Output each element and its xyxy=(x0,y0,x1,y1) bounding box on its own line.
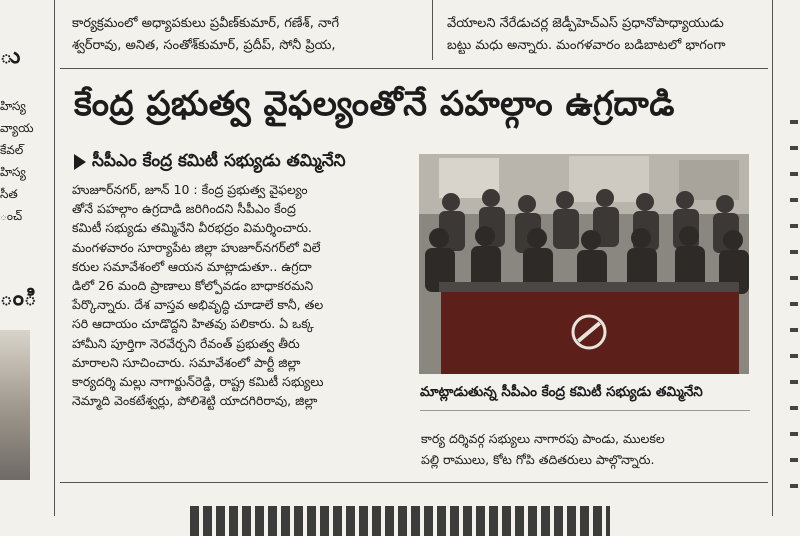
headline: కేంద్ర ప్రభుత్వ వైఫల్యంతోనే పహల్గాం ఉగ్రదాడి xyxy=(74,84,675,124)
article-continuation xyxy=(421,428,751,470)
left-edge-fragment: సీత xyxy=(0,187,18,201)
headline-rule xyxy=(60,68,768,69)
article-body xyxy=(72,180,414,410)
body-line: డిలో 26 మంది ప్రాణాలు కోల్పోవడం బాధాకరమని xyxy=(72,278,314,294)
subhead-marker-icon xyxy=(74,154,86,170)
photo-caption: మాట్లాడుతున్న సీపీఎం కేంద్ర కమిటీ సభ్యుడు తమ్మినేని xyxy=(420,384,703,400)
left-edge-fragment: కేవల్ xyxy=(0,143,24,157)
body-line: హామీని పూర్తిగా నెరవేర్చని రేవంత్ ప్రభుత్వ తీరు xyxy=(72,335,300,351)
body-line: కమిటీ సభ్యుడు తమ్మినేని వీరభద్రం విమర్శించారు. xyxy=(72,220,312,236)
left-edge-letter: ు xyxy=(0,44,21,69)
left-edge-fragment: ంచ్ xyxy=(0,209,23,223)
top-right-line-1: వేయాలని నేరేడుచర్ల జెడ్పీహెచ్ఎస్ ప్రధానోపాధ్యాయుడు xyxy=(447,16,724,31)
body-line: సరి ఆదాయం చూడొద్దని హితవు పలికారు. ఏ ఒక్క xyxy=(72,316,314,332)
bottom-rule xyxy=(60,482,768,483)
left-edge-letter: ంి xyxy=(0,286,37,311)
continuation-line: కార్య దర్శివర్గ సభ్యులు నాగారపు పాండు, ములకల xyxy=(421,431,665,446)
caption-rule xyxy=(420,410,750,411)
top-right-line-2: బట్టు మధు అన్నారు. మంగళవారం బడిబాటలో భాగంగా xyxy=(447,38,726,53)
column-divider-left xyxy=(54,0,55,516)
body-line: తోనే పహల్గాం ఉగ్రదాడి జరిగిందని సీపీఎం కేంద్ర xyxy=(72,201,296,217)
top-left-line-1: కార్యక్రమంలో అధ్యాపకులు ప్రవీణ్‌కుమార్, గణేశ్, నాగే xyxy=(72,16,340,31)
column-divider-right xyxy=(772,0,773,516)
left-edge-fragment: వ్యాయ xyxy=(0,121,34,135)
press-meet-photo xyxy=(419,154,749,374)
left-edge-fragment: హిస్య xyxy=(0,165,26,179)
subheadline: సీపీఎం కేంద్ర కమిటీ సభ్యుడు తమ్మినేని xyxy=(92,151,346,171)
left-edge-fragment: హిస్య xyxy=(0,99,26,113)
body-line: మారాలని సూచించారు. సమావేశంలో పార్టీ జిల్లా xyxy=(72,354,301,370)
right-edge-column xyxy=(790,110,798,510)
top-left-line-2: శ్వర్‌రావు, అనిత, సంతోశ్‌కుమార్, ప్రదీప్, సోనీ ప్రియ, xyxy=(72,38,336,53)
continuation-line: పల్లి రాములు, కోట గోపి తదితరులు పాల్గొన్నారు. xyxy=(421,452,655,467)
body-line: మంగళవారం సూర్యాపేట జిల్లా హుజూర్‌నగర్‌లో విలే xyxy=(72,239,321,255)
column-divider-top xyxy=(432,0,433,60)
body-line: హుజూర్‌నగర్, జూన్ 10 : కేంద్ర ప్రభుత్వ వైఫల్యం xyxy=(72,182,308,197)
left-edge-photo-fragment xyxy=(0,330,30,480)
body-line: కార్యదర్శి మల్లు నాగార్జున్‌రెడ్డి, రాష్ట్ర కమిటీ సభ్యులు xyxy=(72,374,324,390)
body-line: నెమ్మాది వెంకటేశ్వర్లు, పోలిశెట్టి యాదగిరిరావు, జిల్లా xyxy=(72,393,318,409)
next-headline-fragment xyxy=(190,500,610,516)
body-line: కరుల సమావేశంలో ఆయన మాట్లాడుతూ.. ఉగ్రదా xyxy=(72,258,312,274)
body-line: పేర్కొన్నారు. దేశ వాస్తవ అభివృద్ధి చూడాలే కానీ, తల xyxy=(72,297,324,313)
